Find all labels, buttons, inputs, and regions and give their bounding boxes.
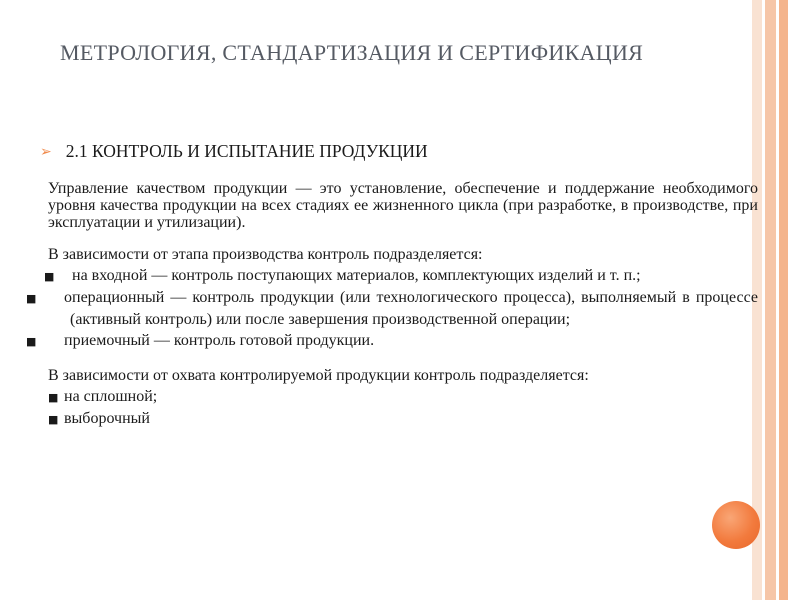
- spacer: [48, 352, 758, 365]
- stripe: [765, 0, 776, 600]
- square-bullet-icon: ■: [26, 292, 37, 305]
- section-heading: [40, 141, 428, 162]
- arrow-bullet-icon: ➢: [40, 143, 52, 160]
- list-item-coverage-full: [48, 386, 758, 408]
- list-item-text: на входной — контроль поступающих материалов, комплектующих изделий и т. п.;: [72, 267, 641, 284]
- list-item-text: выборочный: [64, 410, 150, 427]
- spacer: [48, 231, 758, 244]
- list-item-stage-acceptance: [26, 330, 758, 352]
- list-item-text: приемочный — контроль готовой продукции.: [64, 332, 375, 349]
- list-item-text: на сплошной;: [64, 388, 158, 405]
- square-bullet-icon: ■: [26, 335, 37, 348]
- coverage-intro: В зависимости от охвата контролируемой продукции контроль подразделяется:: [48, 367, 589, 384]
- list-item-coverage-sample: [48, 408, 758, 430]
- list-item-stage-incoming: [44, 265, 758, 287]
- slide-title: МЕТРОЛОГИЯ, СТАНДАРТИЗАЦИЯ И СЕРТИФИКАЦИЯ: [60, 40, 644, 65]
- definition-paragraph: Управление качеством продукции — это установление, обеспечение и поддержание необходимого уровня качества продукции на всех стадиях ее жизненного цикла (при разработке, в производстве, при эксплуатации и утилизации).: [48, 180, 758, 231]
- square-bullet-icon: ■: [48, 391, 59, 404]
- stripe: [779, 0, 788, 600]
- square-bullet-icon: ■: [44, 270, 55, 283]
- decorative-orange-circle: [712, 501, 760, 549]
- list-item-text: операционный — контроль продукции (или технологического процесса), выполняемый в процессе (активный контроль) или после завершения производственной операции;: [64, 289, 758, 328]
- section-heading-text: 2.1 КОНТРОЛЬ И ИСПЫТАНИЕ ПРОДУКЦИИ: [65, 141, 428, 161]
- list-item-stage-operational: [26, 287, 758, 330]
- square-bullet-icon: ■: [48, 413, 59, 426]
- slide-body: [26, 180, 758, 430]
- stage-intro: В зависимости от этапа производства контроль подразделяется:: [48, 246, 483, 263]
